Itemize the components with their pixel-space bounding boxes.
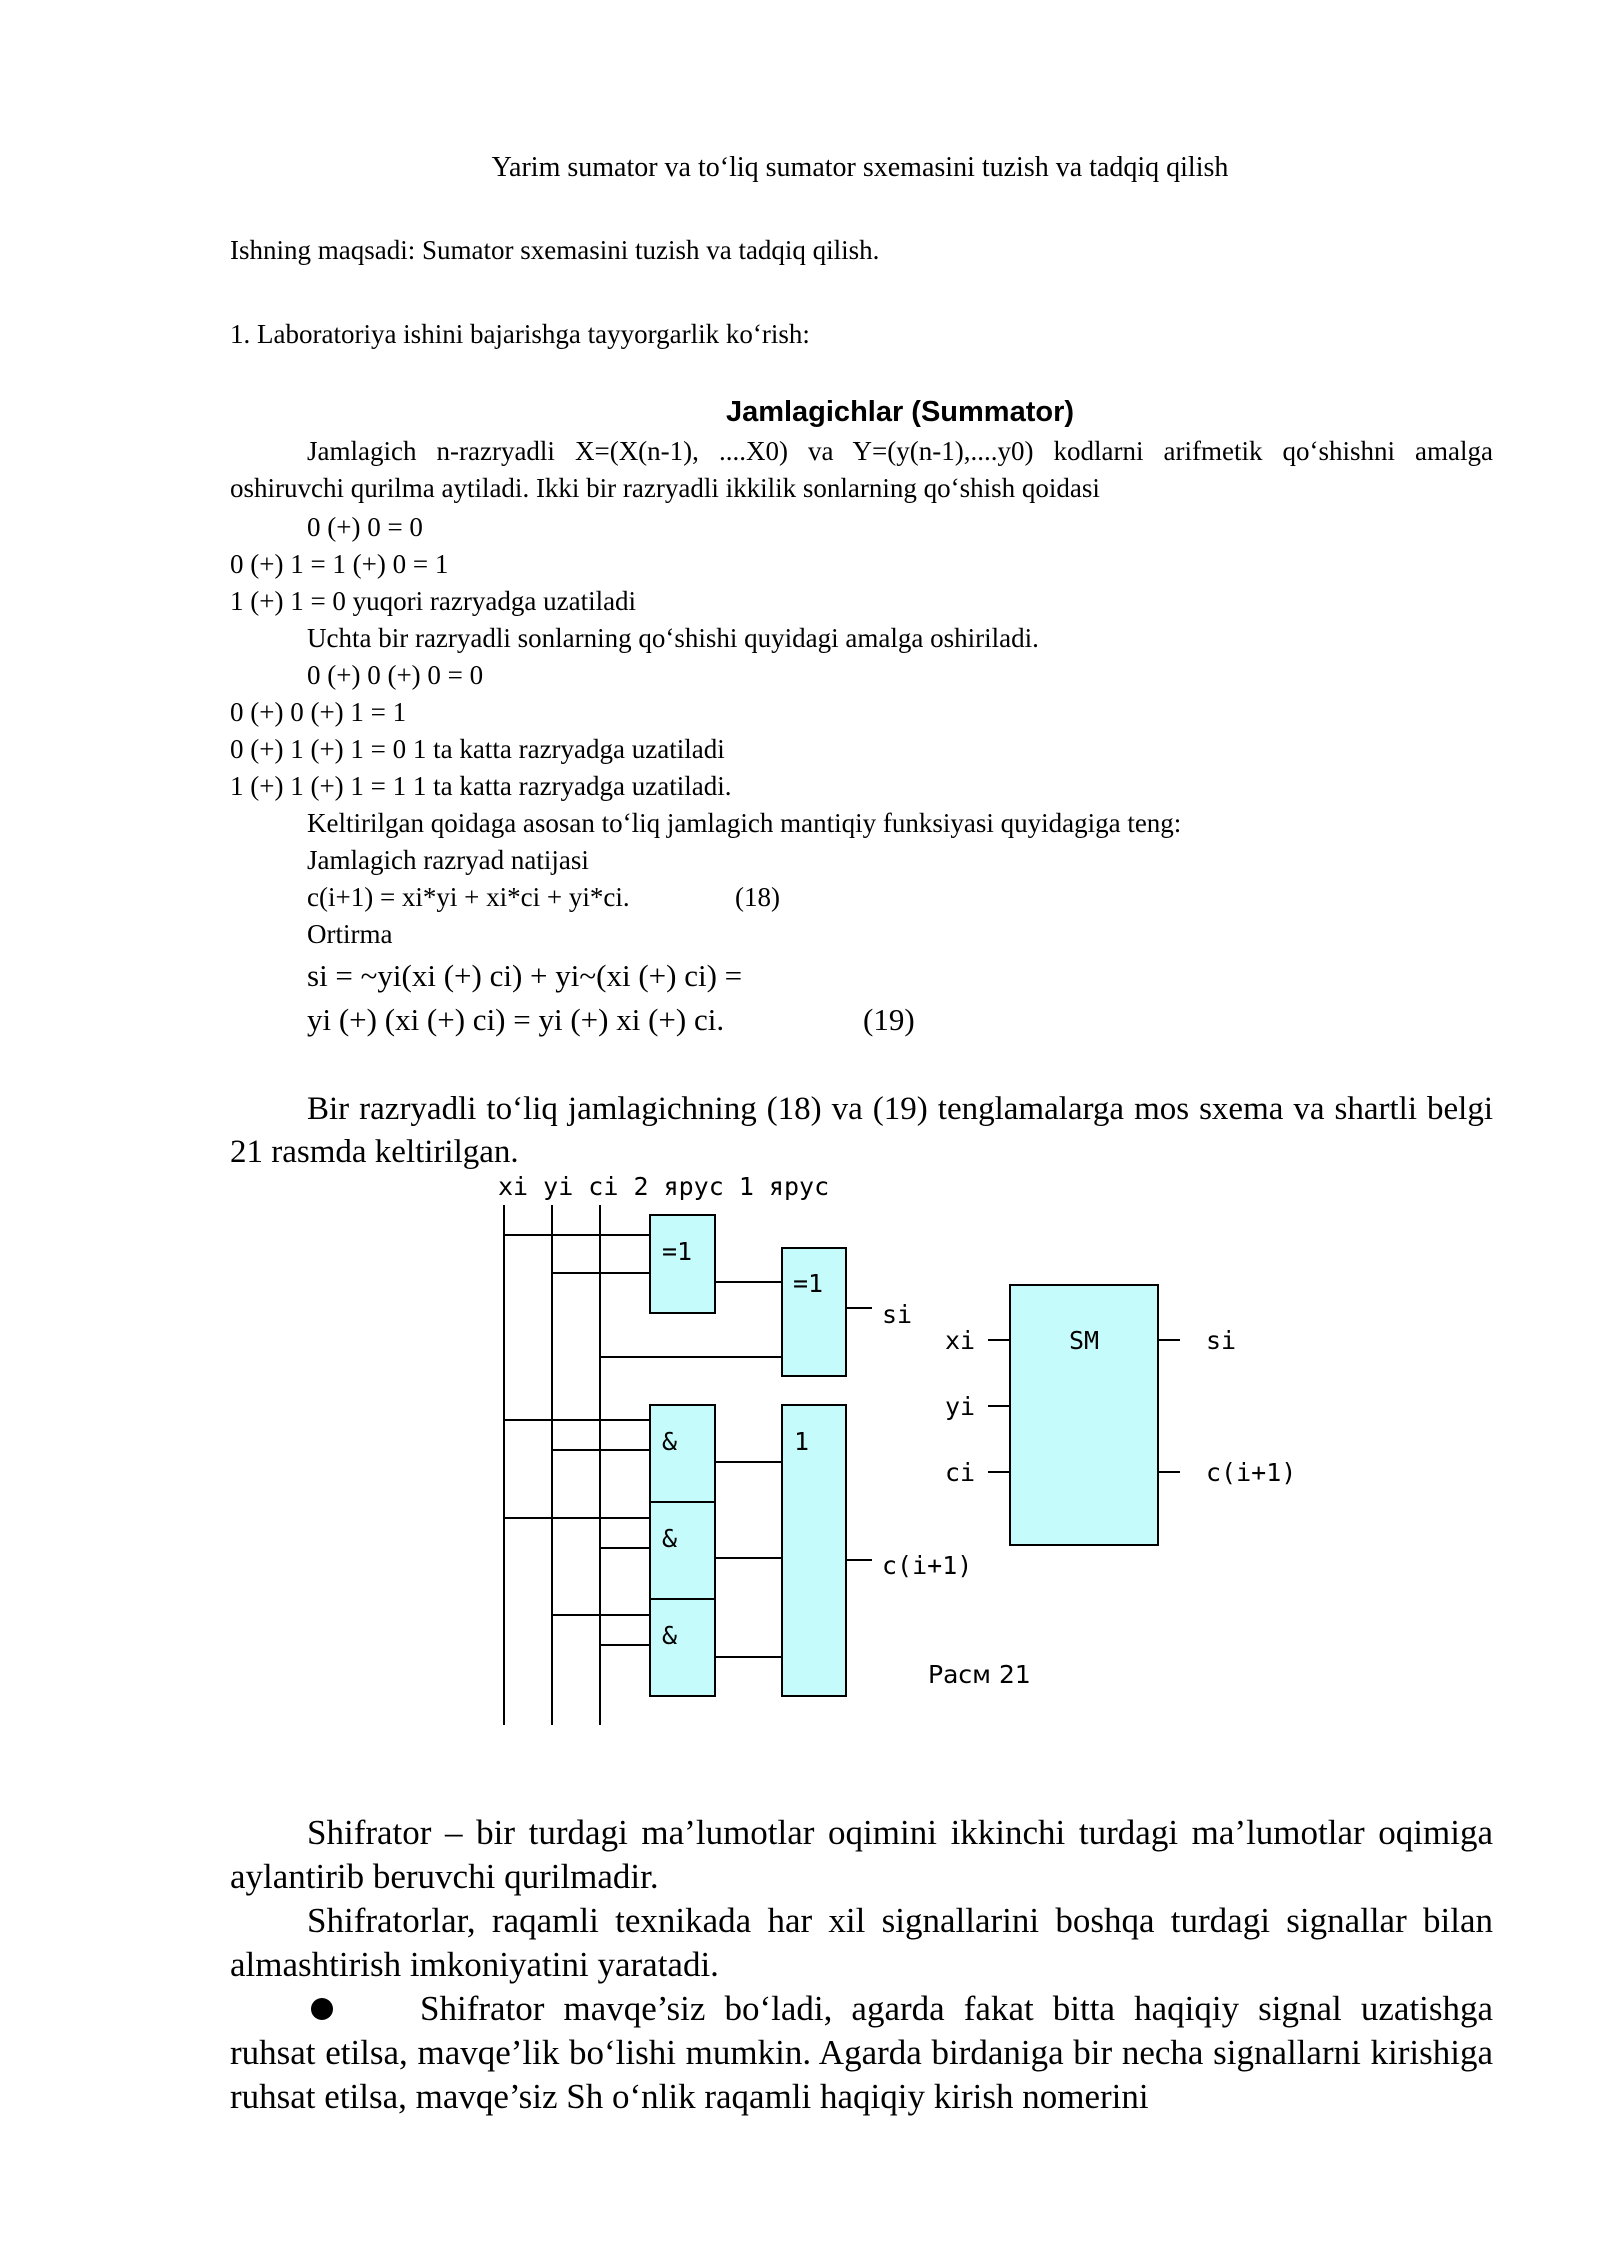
and-gate-3 — [650, 1599, 715, 1696]
xor-gate-2 — [782, 1248, 846, 1376]
diagram-header: xi yi ci 2 ярус 1 ярус — [498, 1172, 830, 1201]
shifrator-paragraph-1 — [230, 1811, 1493, 1899]
output-si-label: si — [882, 1300, 913, 1329]
equation-19-line-1: si = ~yi(xi (+) ci) + yi~(xi (+) ci) = — [307, 958, 743, 993]
sm-block-label: SM — [1069, 1326, 1100, 1355]
intro-paragraph — [230, 433, 1493, 507]
three-intro: Uchta bir razryadli sonlarning qo‘shishi quyidagi amalga oshiriladi. — [307, 623, 1039, 653]
or-gate-label: 1 — [794, 1427, 810, 1456]
and-gate-2-label: & — [662, 1524, 678, 1553]
page-title: Yarim sumator va to‘liq sumator sxemasini tuzish va tadqiq qilish — [491, 152, 1229, 183]
goal-line: Ishning maqsadi: Sumator sxemasini tuzish va tadqiq qilish. — [230, 235, 880, 265]
result-label: Jamlagich razryad natijasi — [307, 845, 589, 875]
rule3-line-3: 0 (+) 1 (+) 1 = 0 1 ta katta razryadga uzatiladi — [230, 734, 725, 764]
section-heading: Jamlagichlar (Summator) — [725, 396, 1075, 428]
intro-text: Jamlagich n-razryadli X=(X(n-1), ....X0) va Y=(y(n-1),....y0) kodlarni arifmetik qo‘shishni amalga oshiruvchi qurilma aytiladi. Ikki bir razryadli ikkilik sonlarning qo‘shish qoidasi — [230, 436, 1493, 503]
sm-input-yi: yi — [945, 1392, 976, 1421]
and-gate-2 — [650, 1502, 715, 1599]
rule3-line-1: 0 (+) 0 (+) 0 = 0 — [307, 660, 484, 690]
figure-reference-text: Bir razryadli to‘liq jamlagichning (18) va (19) tenglamalarga mos sxema va shartli belgi 21 rasmda keltirilgan. — [230, 1091, 1493, 1170]
ortirma-label: Ortirma — [307, 919, 393, 949]
sm-input-xi: xi — [945, 1326, 976, 1355]
output-carry-label: c(i+1) — [882, 1551, 973, 1580]
prep-line: 1. Laboratoriya ishini bajarishga tayyorgarlik ko‘rish: — [230, 319, 810, 349]
input-buses — [504, 1205, 600, 1725]
rule3-line-4: 1 (+) 1 (+) 1 = 1 1 ta katta razryadga uzatiladi. — [230, 771, 732, 801]
sm-input-ci: ci — [945, 1458, 976, 1487]
shifrator-paragraph-2-text: Shifratorlar, raqamli texnikada har xil signallarini boshqa turdagi signallar bilan almashtirish imkoniyatini yaratadi. — [230, 1901, 1493, 1984]
bullet-paragraph-text: Shifrator mavqe’siz bo‘ladi, agarda fakat bitta haqiqiy signal uzatishga ruhsat etilsa, mavqe’lik bo‘lishi mumkin. Agarda birdaniga bir necha signallarni kirishiga ruhsat etilsa, mavqe’siz Sh o‘nlik raqamli haqiqiy kirish nomerini — [230, 1989, 1493, 2116]
equation-19-line-2: yi (+) (xi (+) ci) = yi (+) xi (+) ci. — [307, 1002, 725, 1037]
or-gate — [782, 1405, 846, 1696]
xor-gate-2-label: =1 — [793, 1269, 824, 1298]
xor-gate-1-label: =1 — [662, 1237, 693, 1266]
sm-output-si: si — [1206, 1326, 1237, 1355]
figure-caption: Расм 21 — [928, 1660, 1031, 1689]
rule2-line-2: 0 (+) 1 = 1 (+) 0 = 1 — [230, 549, 449, 579]
rule2-line-1: 0 (+) 0 = 0 — [307, 512, 423, 542]
shifrator-paragraph-1-text: Shifrator – bir turdagi ma’lumotlar oqimini ikkinchi turdagi ma’lumotlar oqimiga aylantirib beruvchi qurilmadir. — [230, 1813, 1493, 1896]
full-adder-diagram — [480, 1160, 1320, 1730]
gates — [650, 1215, 1158, 1696]
rule3-line-2: 0 (+) 0 (+) 1 = 1 — [230, 697, 407, 727]
shifrator-paragraph-2 — [230, 1899, 1493, 1987]
bullet-paragraph — [230, 1987, 1493, 2119]
equation-18: c(i+1) = xi*yi + xi*ci + yi*ci. — [307, 882, 630, 912]
and-gate-1 — [650, 1405, 715, 1502]
equation-19-number: (19) — [863, 1002, 915, 1037]
func-intro: Keltirilgan qoidaga asosan to‘liq jamlagich mantiqiy funksiyasi quyidagiga teng: — [307, 808, 1182, 838]
rule2-line-3: 1 (+) 1 = 0 yuqori razryadga uzatiladi — [230, 586, 637, 616]
equation-18-number: (18) — [735, 882, 780, 912]
sm-block — [1010, 1285, 1158, 1545]
and-gate-3-label: & — [662, 1621, 678, 1650]
and-gate-1-label: & — [662, 1427, 678, 1456]
sm-output-carry: c(i+1) — [1206, 1458, 1297, 1487]
